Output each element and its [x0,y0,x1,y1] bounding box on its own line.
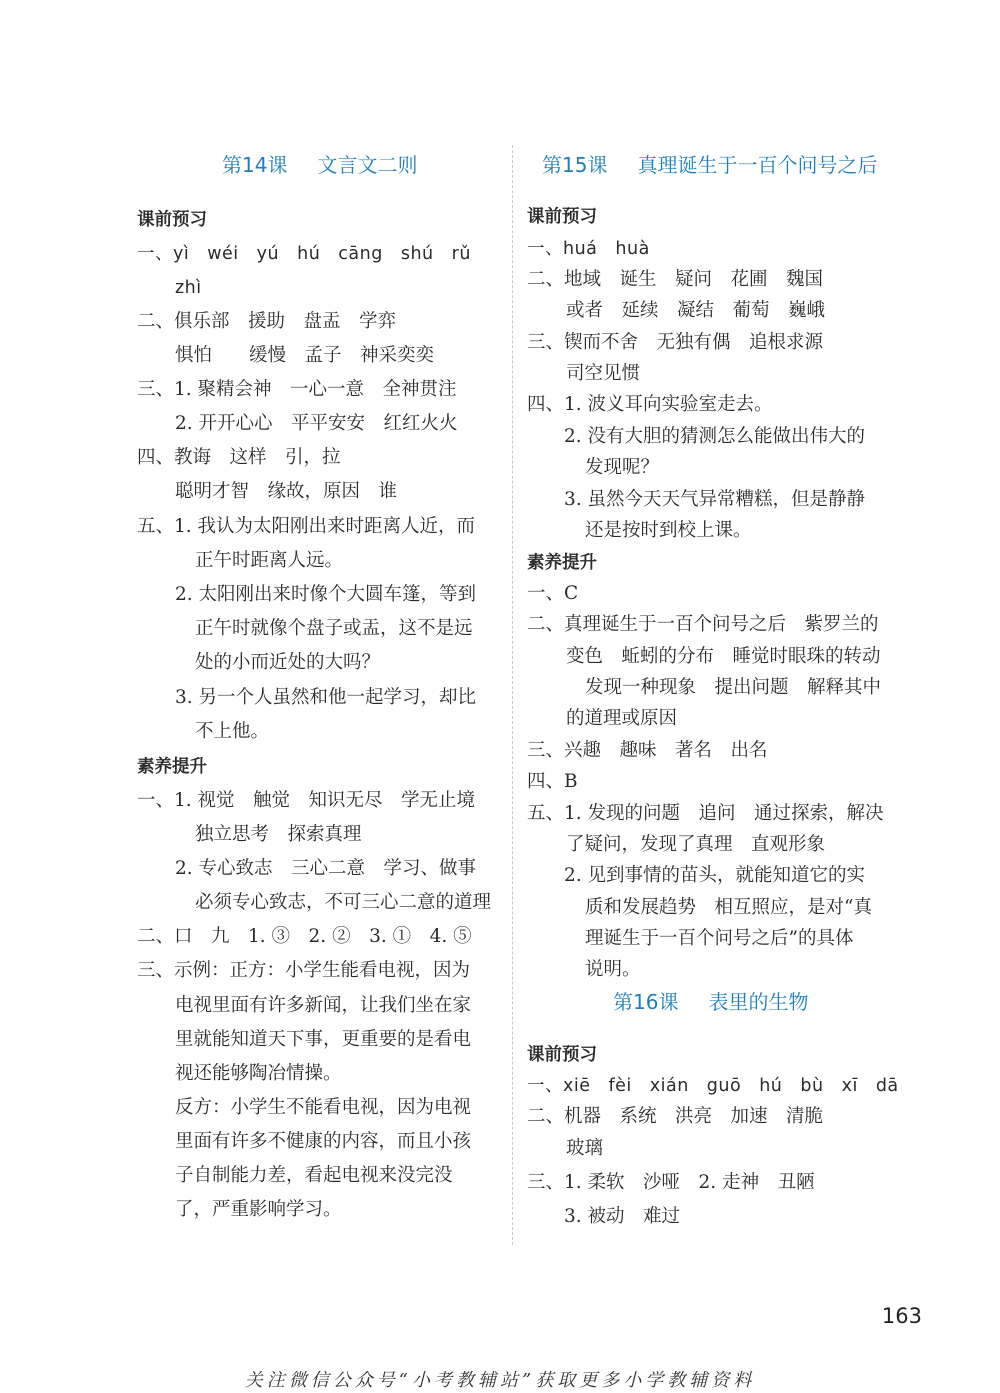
section-heading-preview: 课前预习 [527,207,597,227]
answer-line: 聪明才智 缘故，原因 谁 [175,481,398,502]
answer-line: 3. 被动 难过 [564,1206,681,1227]
answer-line: 四、教诲 这样 引，拉 [137,447,341,468]
answer-line: 二、口 九 1. ③ 2. ② 3. ① 4. ⑤ [137,926,472,947]
answer-line: 四、1. 波义耳向实验室走去。 [527,394,773,415]
answer-line: 发现一种现象 提出问题 解释其中 [585,677,882,698]
answer-line: 三、示例：正方：小学生能看电视，因为 [137,960,471,981]
answer-line: 三、兴趣 趣味 著名 出名 [527,740,768,761]
footer-watermark-text: 关注微信公众号“小考教辅站”获取更多小学教辅资料 [244,1370,756,1391]
answer-line: 子自制能力差，看起电视来没完没 [175,1165,453,1186]
lesson-16-heading [613,989,808,1015]
column-divider [512,145,513,1245]
lesson-title: 文言文二则 [317,153,418,177]
answer-line: 一、C [527,583,579,604]
section-heading-preview: 课前预习 [527,1045,597,1065]
answer-line: 三、1. 聚精会神 一心一意 全神贯注 [137,379,457,400]
answer-line: 的道理或原因 [566,708,678,729]
section-heading-preview: 课前预习 [137,210,207,230]
answer-line: 还是按时到校上课。 [585,520,752,541]
answer-line: 二、地域 诞生 疑问 花圃 魏国 [527,269,824,290]
answer-line: 惧怕 缓慢 孟子 神采奕奕 [175,345,435,366]
page-number: 163 [881,1304,922,1328]
answer-line: 说明。 [585,959,641,980]
answer-line: 2. 专心致志 三心二意 学习、做事 [175,858,477,879]
lesson-15-heading [542,152,877,178]
answer-line: 正午时就像个盘子或盂，这不是远 [195,618,473,639]
section-heading-improve: 素养提升 [137,757,207,777]
answer-line: 三、锲而不舍 无独有偶 追根求源 [527,332,824,353]
answer-line: 或者 延续 凝结 葡萄 巍峨 [566,300,826,321]
answer-line: 二、机器 系统 洪亮 加速 清脆 [527,1106,824,1127]
answer-line: 2. 见到事情的苗头，就能知道它的实 [564,865,866,886]
answer-line: 司空见惯 [566,363,641,384]
answer-line: 了疑问，发现了真理 直观形象 [566,834,826,855]
answer-line: 2. 没有大胆的猜测怎么能做出伟大的 [564,426,866,447]
answer-line: 里面有许多不健康的内容，而且小孩 [175,1131,472,1152]
lesson-number: 第16课 [613,990,679,1014]
answer-line: 了，严重影响学习。 [175,1199,342,1220]
answer-line: 发现呢？ [585,457,660,478]
answer-line: 电视里面有许多新闻，让我们坐在家 [175,995,472,1016]
answer-line: 里就能知道天下事，更重要的是看电 [175,1029,472,1050]
answer-line: 二、俱乐部 援助 盘盂 学弈 [137,311,397,332]
answer-line: 五、1. 发现的问题 追问 通过探索，解决 [527,803,884,824]
answer-line: zhì [175,278,202,298]
answer-line: 2. 开开心心 平平安安 红红火火 [175,413,458,434]
answer-line: 必须专心致志，不可三心二意的道理 [195,892,492,913]
answer-line: 视还能够陶冶情操。 [175,1063,342,1084]
section-heading-improve: 素养提升 [527,553,597,573]
lesson-number: 第15课 [542,153,608,177]
answer-line: 处的小而近处的大吗？ [195,652,381,673]
lesson-title: 真理诞生于一百个问号之后 [637,153,878,177]
lesson-14-heading [222,152,417,178]
answer-line: 四、B [527,771,578,792]
answer-line: 质和发展趋势 相互照应，是对“真 [585,897,872,918]
answer-line: 理诞生于一百个问号之后”的具体 [585,928,854,949]
answer-line: 不上他。 [195,721,270,742]
answer-line: 3. 另一个人虽然和他一起学习，却比 [175,687,477,708]
answer-line: 变色 蚯蚓的分布 睡觉时眼珠的转动 [566,646,881,667]
answer-line: 反方：小学生不能看电视，因为电视 [175,1097,472,1118]
answer-line: 3. 虽然今天天气异常糟糕，但是静静 [564,489,866,510]
answer-line: 二、真理诞生于一百个问号之后 紫罗兰的 [527,614,879,635]
answer-line: 2. 太阳刚出来时像个大圆车篷，等到 [175,584,477,605]
answer-line: 一、huá huà [527,239,650,259]
answer-line: 玻璃 [566,1138,604,1159]
answer-line: 正午时距离人远。 [195,550,344,571]
answer-line: 一、xiē fèi xián guō hú bù xī dā [527,1076,899,1096]
answer-line: 一、1. 视觉 触觉 知识无尽 学无止境 [137,790,476,811]
lesson-title: 表里的生物 [708,990,809,1014]
answer-line: 三、1. 柔软 沙哑 2. 走神 丑陋 [527,1172,815,1193]
answer-line: 五、1. 我认为太阳刚出来时距离人近，而 [137,516,476,537]
answer-line: 独立思考 探索真理 [195,824,362,845]
answer-line: 一、yì wéi yú hú cāng shú rǔ [137,244,471,264]
lesson-number: 第14课 [222,153,288,177]
